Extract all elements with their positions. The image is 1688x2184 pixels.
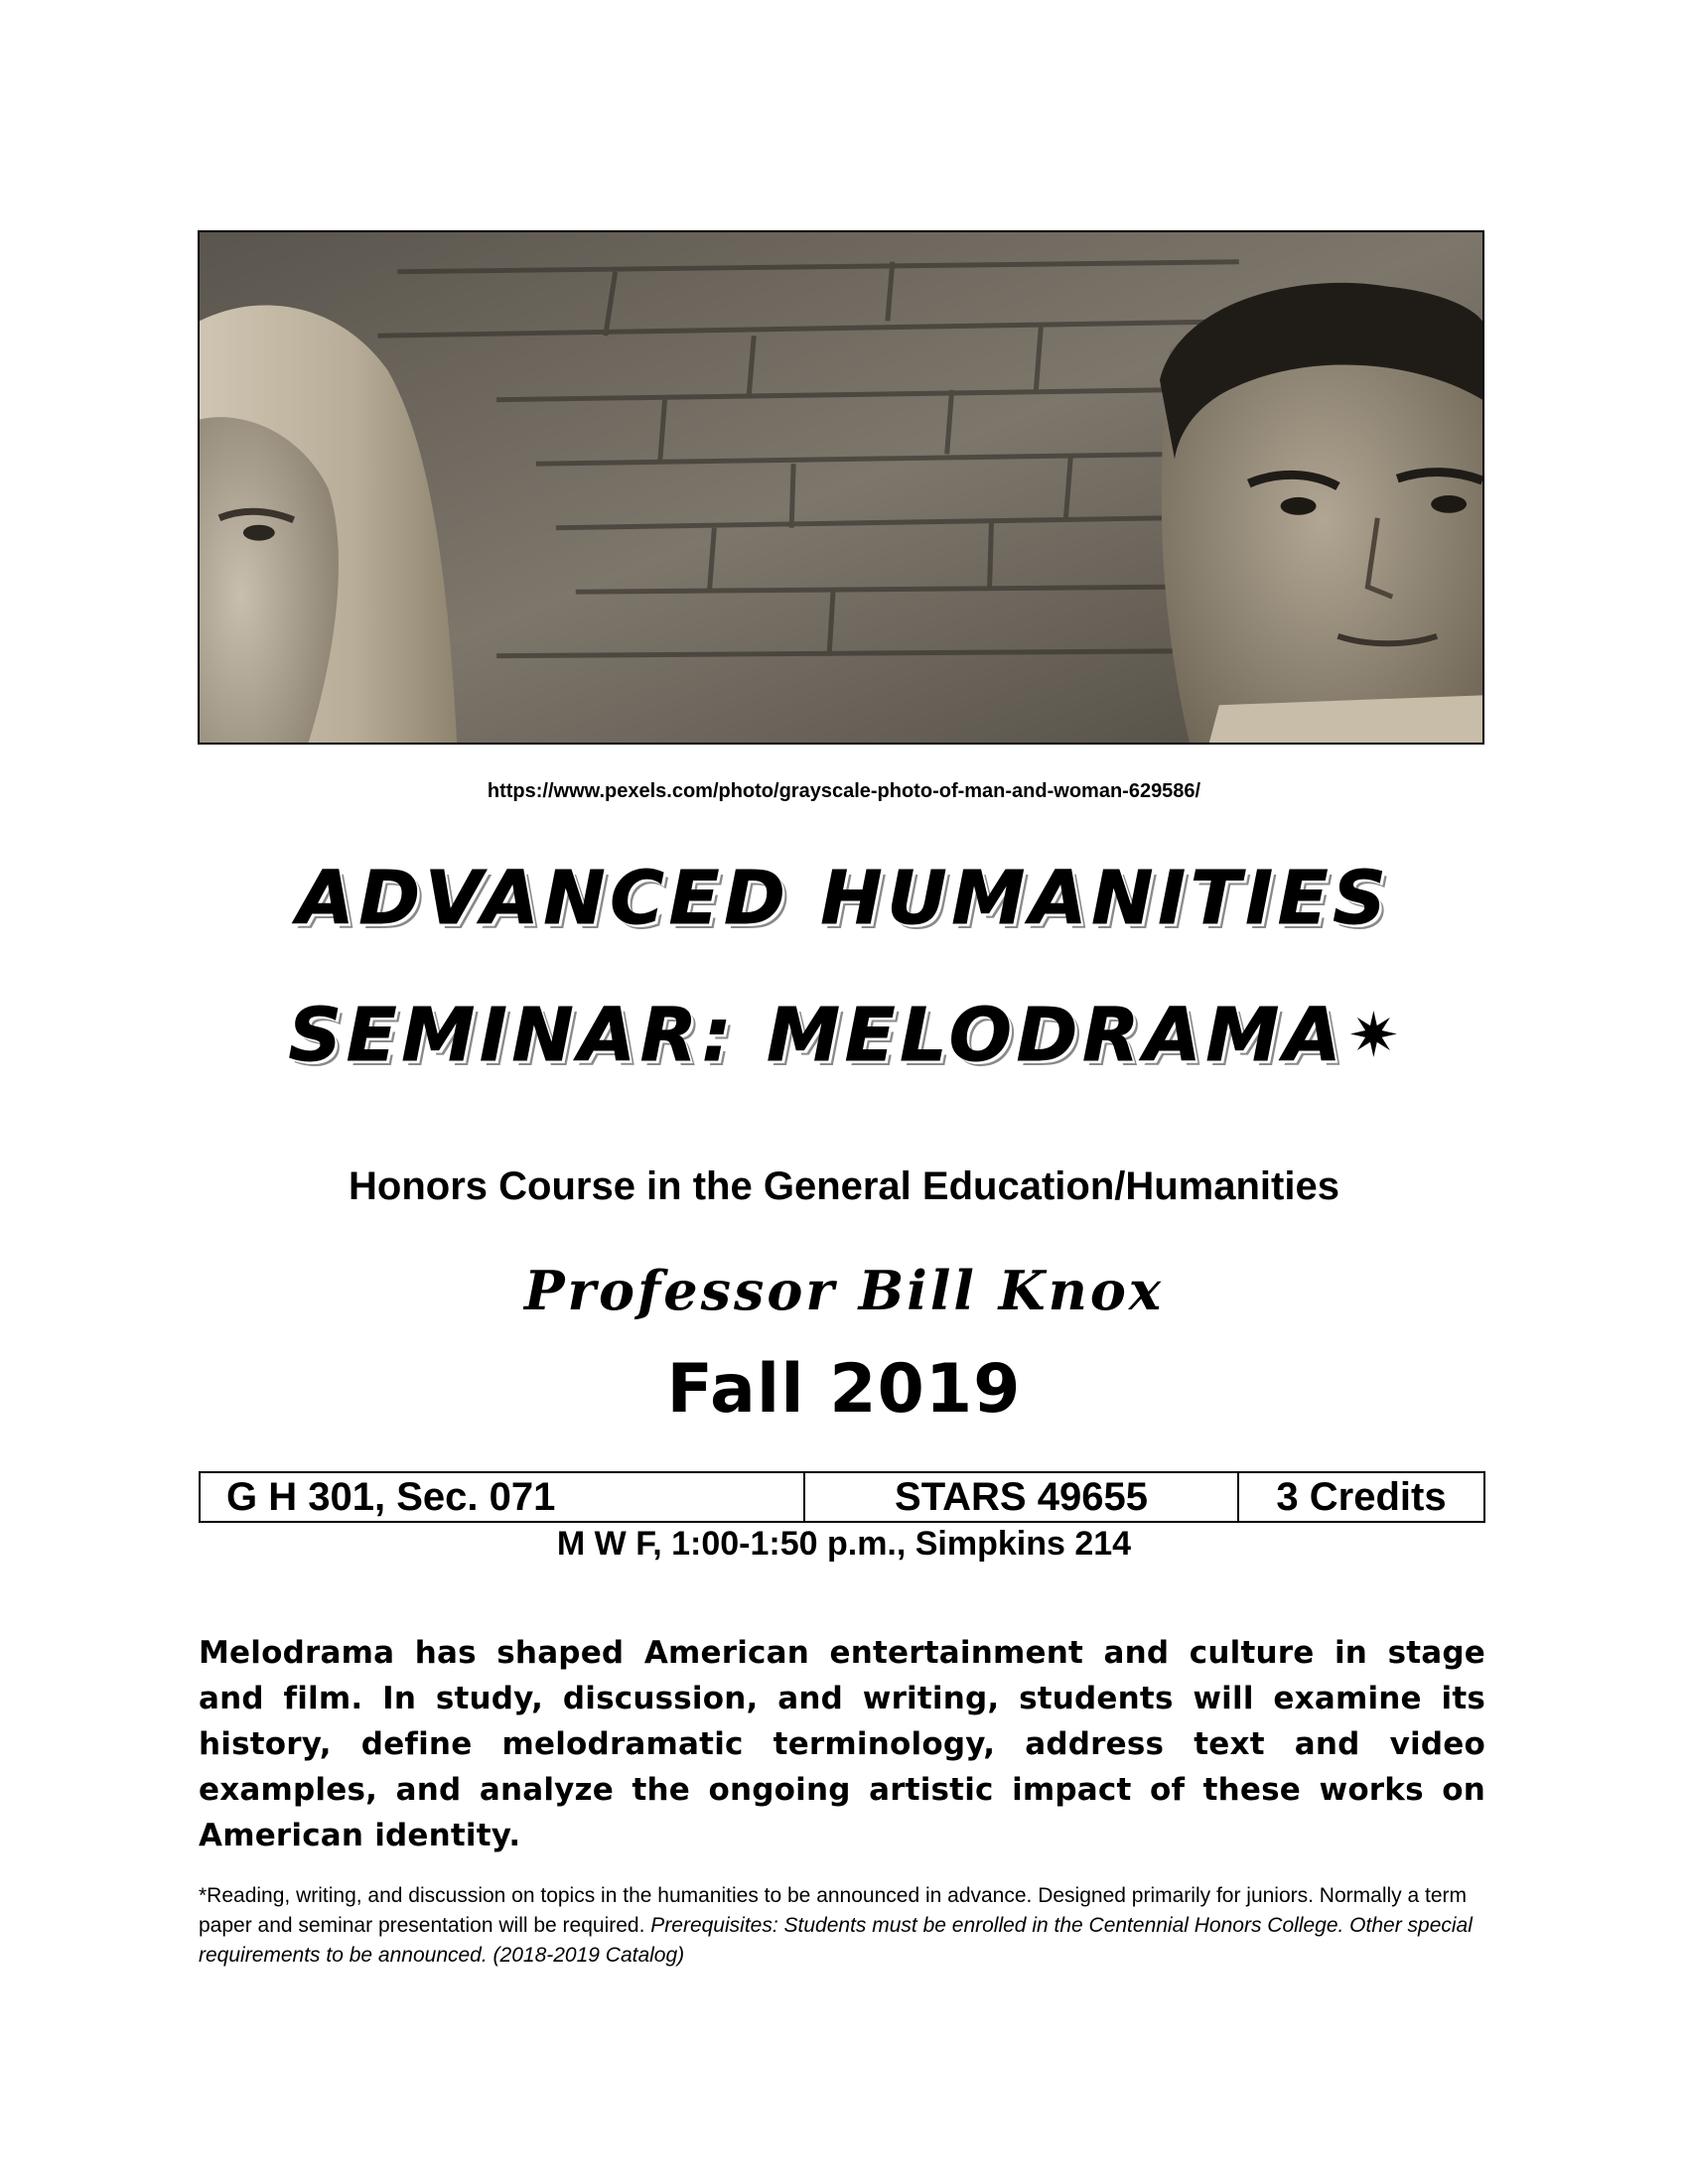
asterisk-star-icon: ✷ (1347, 999, 1400, 1071)
class-schedule: M W F, 1:00-1:50 p.m., Simpkins 214 (556, 1525, 1132, 1563)
course-title-line-1: ADVANCED HUMANITIES (297, 856, 1391, 941)
footnote-prerequisites: Prerequisites: Students must be enrolled in the Centennial Honors College. Other special requirements to be announced. (2018-2019 Catalog) (199, 1914, 1473, 1967)
course-subtitle: Honors Course in the General Education/Humanities (349, 1164, 1339, 1208)
course-credits: 3 Credits (1276, 1474, 1447, 1519)
photo-credit-url[interactable]: https://www.pexels.com/photo/grayscale-photo-of-man-and-woman-629586/ (487, 780, 1201, 802)
footnote-text: *Reading, writing, and discussion on topics in the humanities to be announced in advance. Designed primarily for juniors. Normally a term paper and seminar presentation will be required. (199, 1884, 1468, 1937)
course-title-line-2 (0, 993, 1688, 1078)
term: Fall 2019 (666, 1350, 1022, 1429)
catalog-footnote (199, 1881, 1489, 1971)
course-info-table (199, 1471, 1485, 1523)
professor-name: Professor Bill Knox (523, 1259, 1165, 1322)
header-photo (198, 230, 1484, 745)
course-description: Melodrama has shaped American entertainment and culture in stage and film. In study, discussion, and writing, students will examine its history, define melodramatic terminology, address text and video examples, and analyze the ongoing artistic impact of these works on American identity. (199, 1635, 1485, 1853)
stars-number: STARS 49655 (805, 1473, 1239, 1521)
photo-man-and-woman-icon (200, 232, 1482, 743)
course-number: G H 301, Sec. 071 (201, 1473, 805, 1521)
course-title-line-2-text: SEMINAR: MELODRAMA (288, 993, 1346, 1078)
